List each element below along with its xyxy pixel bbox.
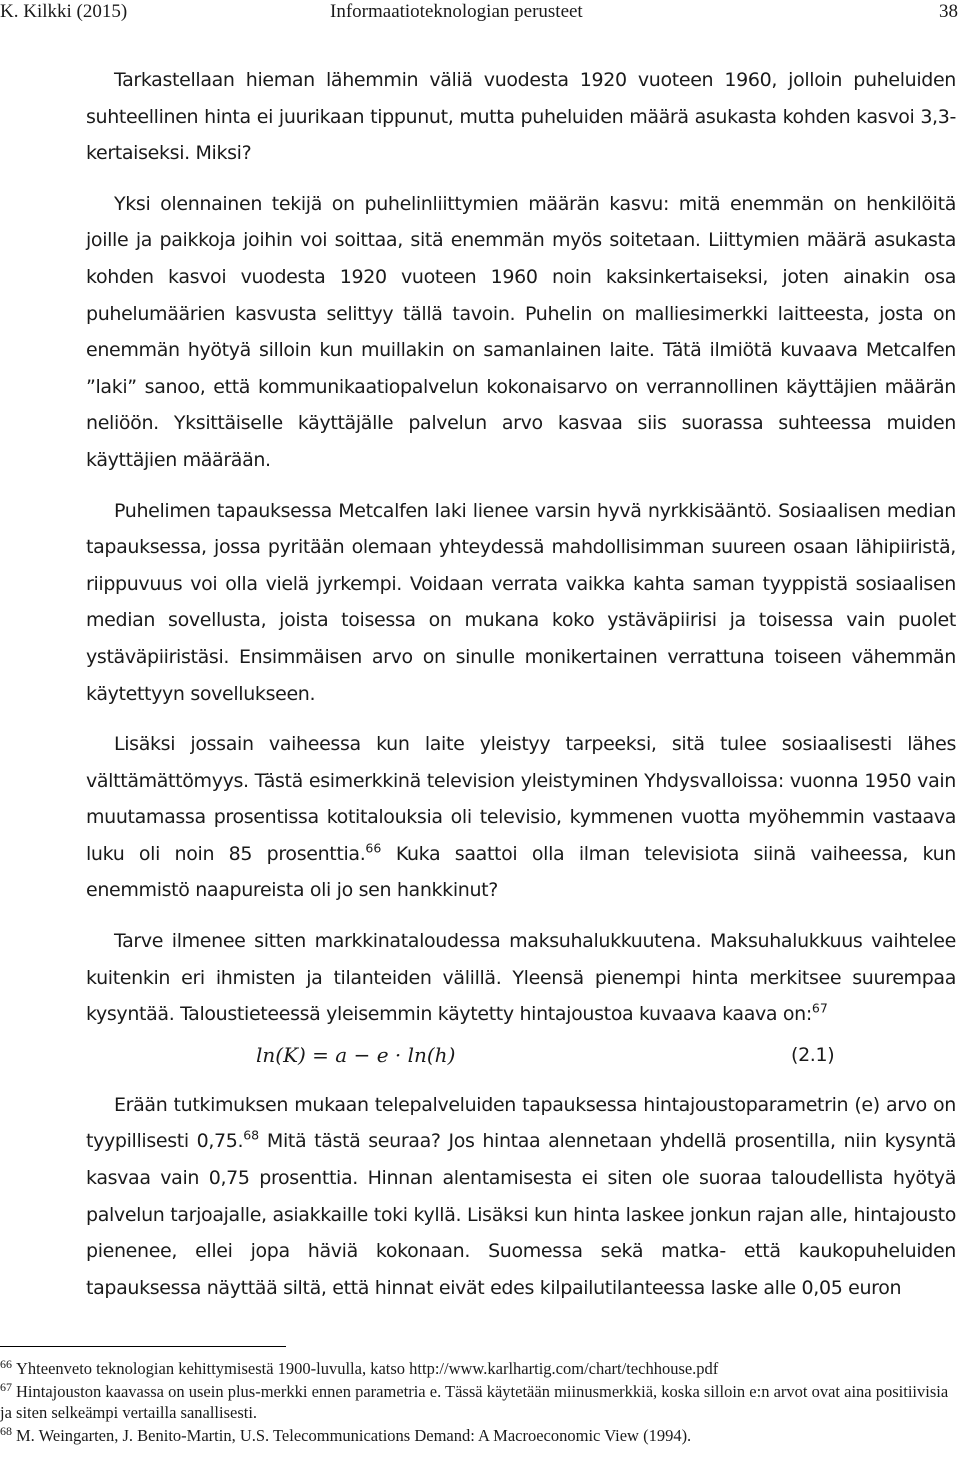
paragraph-text: Yksi olennainen tekijä on puhelinliittymien määrän kasvu: mitä enemmän on henkilöitä joille ja paikkoja joihin voi soittaa, sitä enemmän myös soitetaan. Liittymien määrä asukasta kohden kasvoi vuodesta 1920 vuoteen 1960 noin kaksinkertaiseksi, joten ainakin osa puhelumäärien kasvusta selittyy tällä tavoin. Puhelin on malliesimerkki laitteesta, josta on enemmän hyötyä silloin kun muillakin on samanlainen laite. Tätä ilmiötä kuvaava Metcalfen ”laki” sanoo, että kommunikaatiopalvelun kokonaisarvo on verrannollinen käyttäjien määrän neliöön. Yksittäiselle käyttäjälle palvelun arvo kasvaa siis suorassa suhteessa muiden käyttäjien määrään. (86, 192, 956, 471)
paragraph (86, 726, 956, 909)
paragraph (86, 186, 956, 479)
paragraph-text: Mitä tästä seuraa? Jos hintaa alennetaan yhdellä prosentilla, niin kysyntä kasvaa vain 0,75 prosenttia. Hinnan alentamisesta ei siten ole suoraa taloudellista hyötyä palvelun tarjoajalle, asiakkaille toki kyllä. Lisäksi kun hinta laskee jonkun rajan alle, hintajousto pienenee, ellei jopa häviä kokonaan. Suomessa sekä matka- että kaukopuheluiden tapauksessa näyttää siltä, että hinnat eivät edes kilpailutilanteessa laske alle 0,05 euron (86, 1130, 956, 1299)
paragraph-text: Lisäksi jossain vaiheessa kun laite yleistyy tarpeeksi, sitä tulee sosiaalisesti lähes välttämättömyys. Tästä esimerkkinä television yleistyminen Yhdysvalloissa: vuonna 1950 vain muutamassa prosentissa kotitalouksia oli televisio, kymmenen vuotta myöhemmin vastaava luku oli noin 85 prosenttia. (86, 733, 956, 865)
paragraph-text: Tarkastellaan hieman lähemmin väliä vuodesta 1920 vuoteen 1960, jolloin puheluiden suhteellinen hinta ei juurikaan tippunut, mutta puheluiden määrä asukasta kohden kasvoi 3,3-kertaiseksi. Miksi? (86, 69, 956, 165)
footnote-number: 67 (0, 1379, 12, 1394)
footnote-reference: 68 (243, 1128, 260, 1144)
footnote (0, 1425, 956, 1446)
equation (86, 1037, 956, 1073)
footnote-reference: 66 (365, 840, 382, 856)
footnote (0, 1358, 956, 1379)
footnote-text: Yhteenveto teknologian kehittymisestä 1900-luvulla, katso http://www.karlhartig.com/chart/techhouse.pdf (16, 1359, 719, 1378)
paragraph (86, 62, 956, 172)
footnote-number: 68 (0, 1423, 12, 1438)
paragraph (86, 923, 956, 1033)
paragraph-text: Erään tutkimuksen mukaan telepalveluiden tapauksessa hintajoustoparametrin (e) arvo on tyypillisesti 0,75. (86, 1093, 956, 1153)
footnote-text: Hintajouston kaavassa on usein plus-merkki ennen parametria e. Tässä käytetään miinusmerkkiä, koska silloin e:n arvot ovat aina positiivisia ja siten selkeämpi vertailla sanallisesti. (0, 1382, 949, 1422)
equation-number: (2.1) (791, 1043, 835, 1066)
paragraph-text: Tarve ilmenee sitten markkinataloudessa maksuhalukkuutena. Maksuhalukkuus vaihtelee kuitenkin eri ihmisten ja tilanteiden välillä. Yleensä pienempi hinta merkitsee suurempaa kysyntää. Taloustieteessä yleisemmin käytetty hintajoustoa kuvaava kaava on: (86, 930, 956, 1026)
paragraph (86, 493, 956, 713)
footnote-reference: 67 (811, 1000, 828, 1016)
footnote-text: M. Weingarten, J. Benito-Martin, U.S. Telecommunications Demand: A Macroeconomic View (1994). (16, 1426, 692, 1445)
footnotes (0, 1358, 956, 1448)
book-title: Informaatioteknologian perusteet (330, 1, 583, 22)
paragraph-text: Puhelimen tapauksessa Metcalfen laki lienee varsin hyvä nyrkkisääntö. Sosiaalisen median tapauksessa, jossa pyritään olemaan yhteydessä mahdollisimman suureen osaan lähipiiristä, riippuvuus voi olla vielä jyrkempi. Voidaan verrata vaikka kahta saman tyyppistä sosiaalisen median sovellusta, joista toisessa on mukana koko ystäväpiirisi ja toisessa vain puolet ystäväpiiristäsi. Ensimmäisen arvo on sinulle monikertainen verrattuna toiseen vähemmän käytettyyn sovellukseen. (86, 499, 956, 705)
body-text (86, 62, 956, 1320)
footnote-number: 66 (0, 1356, 12, 1371)
equation-formula: ln(K) = a − e · ln(h) (256, 1042, 456, 1067)
author-year: K. Kilkki (2015) (0, 1, 128, 22)
paragraph (86, 1087, 956, 1307)
page-header (0, 0, 960, 30)
page-number: 38 (939, 1, 958, 22)
footnote (0, 1381, 956, 1423)
paragraph-text: Kuka saattoi olla ilman televisiota siinä vaiheessa, kun enemmistö naapureista oli jo sen hankkinut? (86, 842, 956, 902)
footnote-separator (0, 1346, 286, 1347)
